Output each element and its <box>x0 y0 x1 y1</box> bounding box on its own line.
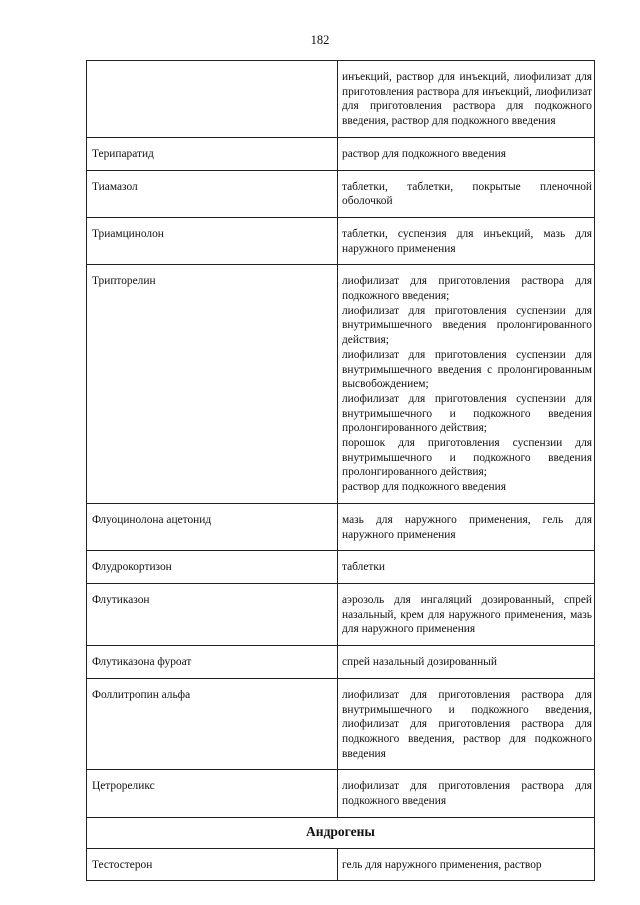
table-row <box>87 678 595 770</box>
dosage-forms <box>338 503 595 550</box>
drug-name: Флутиказона фуроат <box>87 646 338 679</box>
dosage-form-line: лиофилизат для приготовления раствора для внутримышечного и подкожного введения, лиофилизат для приготовления раствора для подкожного введения, раствор для подкожного введения <box>342 688 592 760</box>
drug-name <box>87 61 338 138</box>
dosage-forms <box>338 583 595 645</box>
dosage-forms <box>338 646 595 679</box>
drug-name: Фоллитропин альфа <box>87 678 338 770</box>
dosage-form-line: лиофилизат для приготовления раствора для подкожного введения; <box>342 275 592 303</box>
dosage-form-line: порошок для приготовления суспензии для внутримышечного и подкожного введения пролонгированного действия; <box>342 437 592 479</box>
section-title: Андрогены <box>87 817 595 848</box>
dosage-form-line: таблетки, суспензия для инъекций, мазь для наружного применения <box>342 227 592 255</box>
dosage-form-line: раствор для подкожного введения <box>342 147 506 160</box>
table-row <box>87 583 595 645</box>
drug-table <box>86 60 595 881</box>
dosage-form-line: инъекций, раствор для инъекций, лиофилизат для приготовления раствора для инъекций, лиофилизат для приготовления раствора для подкожного введения, раствор для подкожного введения <box>342 71 592 128</box>
drug-name: Флудрокортизон <box>87 551 338 584</box>
table-row <box>87 848 595 881</box>
table-row <box>87 137 595 170</box>
dosage-form-line: лиофилизат для приготовления суспензии для внутримышечного введения пролонгированного действия; <box>342 304 592 347</box>
drug-name: Терипаратид <box>87 137 338 170</box>
dosage-form-line: спрей назальный дозированный <box>342 656 497 669</box>
dosage-forms <box>338 551 595 584</box>
dosage-form-line: раствор для подкожного введения <box>342 481 506 494</box>
dosage-forms <box>338 678 595 770</box>
dosage-forms <box>338 137 595 170</box>
drug-name: Цетрореликс <box>87 770 338 817</box>
dosage-form-line: лиофилизат для приготовления суспензии для внутримышечного и подкожного введения пролонгированного действия; <box>342 392 592 435</box>
drug-name: Тестостерон <box>87 848 338 881</box>
table-row <box>87 265 595 504</box>
dosage-forms <box>338 265 595 504</box>
dosage-forms <box>338 770 595 817</box>
drug-name: Флуоцинолона ацетонид <box>87 503 338 550</box>
table-row <box>87 770 595 817</box>
dosage-form-line: таблетки <box>342 561 386 574</box>
dosage-forms <box>338 170 595 217</box>
drug-name: Трипторелин <box>87 265 338 504</box>
page-number: 182 <box>310 33 330 47</box>
drug-table-body <box>87 61 595 881</box>
dosage-forms <box>338 217 595 264</box>
table-row <box>87 503 595 550</box>
dosage-forms <box>338 848 595 881</box>
dosage-form-line: таблетки, таблетки, покрытые пленочной оболочкой <box>342 180 592 208</box>
dosage-form-line: гель для наружного применения, раствор <box>342 858 542 871</box>
dosage-form-line: аэрозоль для ингаляций дозированный, спрей назальный, крем для наружного применения, мазь для наружного применения <box>342 593 592 636</box>
section-header-row <box>87 817 595 848</box>
dosage-forms <box>338 61 595 138</box>
dosage-form-line: лиофилизат для приготовления раствора для подкожного введения <box>342 780 592 808</box>
drug-name: Триамцинолон <box>87 217 338 264</box>
dosage-form-line: мазь для наружного применения, гель для наружного применения <box>342 513 592 541</box>
dosage-form-line: лиофилизат для приготовления суспензии для внутримышечного введения с пролонгированным высвобождением; <box>342 348 592 391</box>
table-row <box>87 217 595 264</box>
table-row <box>87 551 595 584</box>
table-row <box>87 170 595 217</box>
drug-name: Флутиказон <box>87 583 338 645</box>
table-row <box>87 61 595 138</box>
drug-name: Тиамазол <box>87 170 338 217</box>
table-row <box>87 646 595 679</box>
